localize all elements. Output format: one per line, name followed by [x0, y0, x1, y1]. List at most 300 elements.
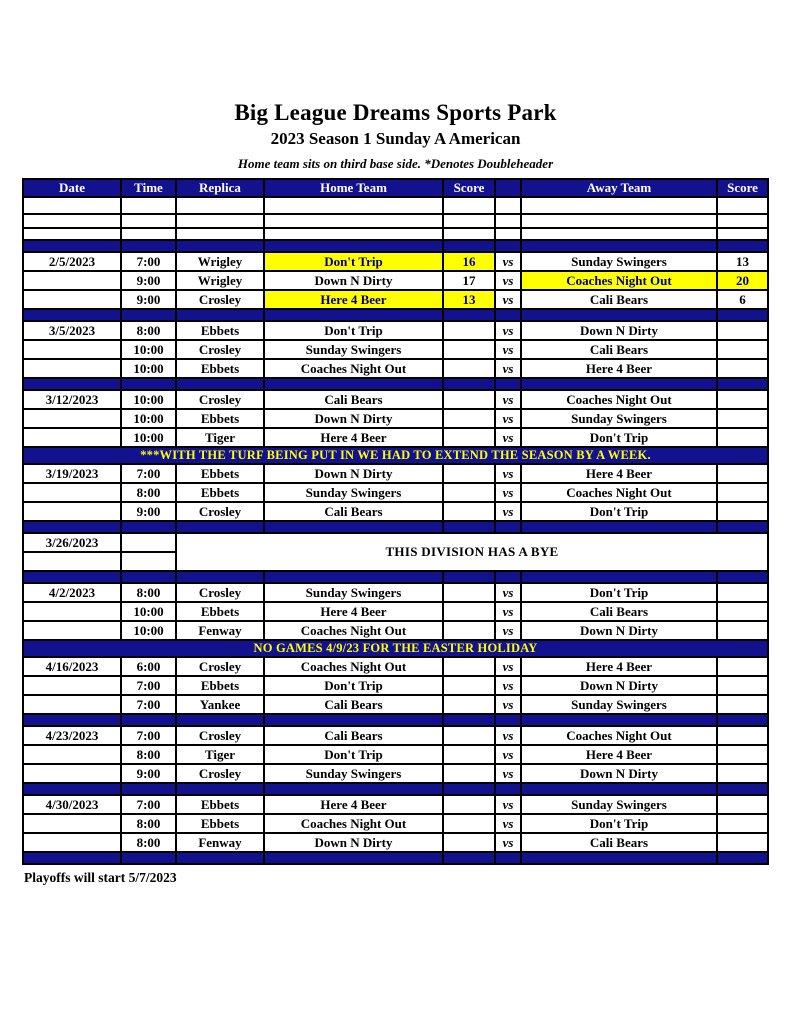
separator-cell — [717, 378, 768, 390]
home-score-cell: 17 — [443, 271, 495, 290]
time-cell: 9:00 — [121, 271, 176, 290]
home-score-cell — [443, 764, 495, 783]
away-team-cell: Here 4 Beer — [521, 657, 717, 676]
bye-row — [23, 533, 768, 552]
replica-cell: Ebbets — [176, 814, 264, 833]
away-score-cell — [717, 502, 768, 521]
separator-cell — [495, 571, 521, 583]
separator-cell — [23, 309, 121, 321]
vs-cell: vs — [495, 428, 521, 447]
empty-cell — [121, 214, 176, 228]
date-cell — [23, 502, 121, 521]
game-row — [23, 428, 768, 447]
away-score-cell — [717, 814, 768, 833]
time-cell: 9:00 — [121, 764, 176, 783]
separator-cell — [264, 240, 443, 252]
away-team-cell: Don't Trip — [521, 814, 717, 833]
separator-cell — [443, 714, 495, 726]
replica-cell: Yankee — [176, 695, 264, 714]
game-row — [23, 745, 768, 764]
empty-cell — [264, 197, 443, 214]
vs-cell: vs — [495, 745, 521, 764]
replica-cell: Ebbets — [176, 464, 264, 483]
away-team-cell: Here 4 Beer — [521, 464, 717, 483]
away-team-cell: Cali Bears — [521, 833, 717, 852]
empty-cell — [443, 197, 495, 214]
separator-cell — [264, 571, 443, 583]
time-cell: 7:00 — [121, 726, 176, 745]
game-row — [23, 583, 768, 602]
notice-row — [23, 447, 768, 464]
separator-cell — [521, 378, 717, 390]
game-row — [23, 795, 768, 814]
away-team-cell: Down N Dirty — [521, 676, 717, 695]
separator-cell — [443, 852, 495, 864]
home-score-cell — [443, 602, 495, 621]
empty-cell — [176, 197, 264, 214]
replica-cell: Crosley — [176, 726, 264, 745]
away-score-cell — [717, 359, 768, 378]
bye-text: THIS DIVISION HAS A BYE — [176, 533, 768, 571]
vs-cell: vs — [495, 252, 521, 271]
date-cell — [23, 340, 121, 359]
vs-cell: vs — [495, 321, 521, 340]
away-team-cell: Down N Dirty — [521, 621, 717, 640]
home-team-cell: Coaches Night Out — [264, 621, 443, 640]
notice-text: ***WITH THE TURF BEING PUT IN WE HAD TO EXTEND THE SEASON BY A WEEK. — [23, 447, 768, 464]
separator-cell — [443, 571, 495, 583]
separator-row — [23, 240, 768, 252]
home-team-cell: Sunday Swingers — [264, 483, 443, 502]
replica-cell: Crosley — [176, 502, 264, 521]
date-cell — [23, 676, 121, 695]
notice-text: NO GAMES 4/9/23 FOR THE EASTER HOLIDAY — [23, 640, 768, 657]
away-score-cell — [717, 726, 768, 745]
separator-cell — [443, 309, 495, 321]
separator-cell — [121, 783, 176, 795]
replica-cell: Crosley — [176, 290, 264, 309]
replica-cell: Ebbets — [176, 359, 264, 378]
separator-cell — [176, 783, 264, 795]
page-subtitle: 2023 Season 1 Sunday A American — [270, 129, 521, 148]
date-cell — [23, 764, 121, 783]
home-score-cell — [443, 726, 495, 745]
replica-cell: Ebbets — [176, 409, 264, 428]
away-score-cell: 6 — [717, 290, 768, 309]
home-score-cell — [443, 340, 495, 359]
time-cell: 10:00 — [121, 390, 176, 409]
game-row — [23, 483, 768, 502]
separator-cell — [443, 783, 495, 795]
date-cell: 4/2/2023 — [23, 583, 121, 602]
home-score-cell — [443, 359, 495, 378]
vs-cell: vs — [495, 764, 521, 783]
vs-cell: vs — [495, 676, 521, 695]
separator-cell — [176, 521, 264, 533]
home-score-cell — [443, 428, 495, 447]
empty-row — [23, 228, 768, 240]
game-row — [23, 321, 768, 340]
home-team-cell: Don't Trip — [264, 745, 443, 764]
date-cell — [23, 621, 121, 640]
away-team-cell: Cali Bears — [521, 290, 717, 309]
home-team-cell: Don't Trip — [264, 321, 443, 340]
separator-cell — [264, 309, 443, 321]
separator-cell — [23, 378, 121, 390]
date-cell: 4/23/2023 — [23, 726, 121, 745]
vs-cell: vs — [495, 795, 521, 814]
game-row — [23, 621, 768, 640]
separator-cell — [495, 309, 521, 321]
separator-cell — [264, 378, 443, 390]
empty-row — [23, 214, 768, 228]
home-score-cell — [443, 814, 495, 833]
vs-cell: vs — [495, 290, 521, 309]
date-cell: 3/19/2023 — [23, 464, 121, 483]
vs-cell: vs — [495, 833, 521, 852]
away-team-cell: Sunday Swingers — [521, 252, 717, 271]
home-team-cell: Coaches Night Out — [264, 359, 443, 378]
away-team-cell: Don't Trip — [521, 583, 717, 602]
separator-row — [23, 309, 768, 321]
time-cell: 7:00 — [121, 676, 176, 695]
time-cell: 6:00 — [121, 657, 176, 676]
date-cell: 2/5/2023 — [23, 252, 121, 271]
page-title: Big League Dreams Sports Park — [234, 100, 557, 125]
separator-cell — [521, 783, 717, 795]
time-cell: 10:00 — [121, 359, 176, 378]
empty-cell — [521, 228, 717, 240]
replica-cell: Ebbets — [176, 602, 264, 621]
home-score-cell — [443, 502, 495, 521]
away-score-cell — [717, 409, 768, 428]
away-score-cell — [717, 833, 768, 852]
empty-cell — [443, 214, 495, 228]
vs-cell: vs — [495, 271, 521, 290]
time-cell: 10:00 — [121, 602, 176, 621]
away-team-cell: Here 4 Beer — [521, 359, 717, 378]
home-score-cell — [443, 464, 495, 483]
date-cell — [23, 290, 121, 309]
schedule-body — [23, 197, 768, 864]
date-cell — [23, 814, 121, 833]
separator-cell — [443, 378, 495, 390]
date-cell — [23, 745, 121, 764]
time-cell: 7:00 — [121, 252, 176, 271]
header-away-score: Score — [717, 179, 768, 197]
separator-cell — [495, 714, 521, 726]
separator-cell — [121, 714, 176, 726]
separator-cell — [443, 240, 495, 252]
separator-cell — [521, 571, 717, 583]
home-team-cell: Don't Trip — [264, 676, 443, 695]
separator-row — [23, 852, 768, 864]
date-cell: 3/12/2023 — [23, 390, 121, 409]
home-team-cell: Coaches Night Out — [264, 657, 443, 676]
replica-cell: Ebbets — [176, 676, 264, 695]
home-team-cell: Here 4 Beer — [264, 795, 443, 814]
vs-cell: vs — [495, 359, 521, 378]
time-cell: 9:00 — [121, 290, 176, 309]
game-row — [23, 602, 768, 621]
separator-cell — [121, 240, 176, 252]
home-team-cell: Sunday Swingers — [264, 764, 443, 783]
separator-cell — [443, 521, 495, 533]
separator-row — [23, 783, 768, 795]
replica-cell: Wrigley — [176, 252, 264, 271]
separator-cell — [521, 309, 717, 321]
away-team-cell: Down N Dirty — [521, 764, 717, 783]
game-row — [23, 726, 768, 745]
date-cell — [23, 428, 121, 447]
separator-cell — [717, 783, 768, 795]
home-team-cell: Cali Bears — [264, 695, 443, 714]
vs-cell: vs — [495, 464, 521, 483]
away-score-cell — [717, 657, 768, 676]
separator-cell — [717, 309, 768, 321]
replica-cell: Crosley — [176, 657, 264, 676]
header-away-team: Away Team — [521, 179, 717, 197]
separator-cell — [23, 571, 121, 583]
home-score-cell — [443, 695, 495, 714]
away-team-cell: Coaches Night Out — [521, 390, 717, 409]
vs-cell: vs — [495, 657, 521, 676]
home-team-cell: Sunday Swingers — [264, 583, 443, 602]
game-row — [23, 657, 768, 676]
away-team-cell: Here 4 Beer — [521, 745, 717, 764]
home-team-cell: Don't Trip — [264, 252, 443, 271]
vs-cell: vs — [495, 483, 521, 502]
separator-cell — [121, 571, 176, 583]
separator-cell — [121, 309, 176, 321]
home-team-cell: Cali Bears — [264, 390, 443, 409]
away-score-cell — [717, 695, 768, 714]
home-team-cell: Coaches Night Out — [264, 814, 443, 833]
empty-cell — [121, 228, 176, 240]
separator-cell — [121, 378, 176, 390]
game-row — [23, 290, 768, 309]
date-cell — [23, 359, 121, 378]
replica-cell: Tiger — [176, 428, 264, 447]
away-score-cell: 13 — [717, 252, 768, 271]
replica-cell: Wrigley — [176, 271, 264, 290]
away-team-cell: Cali Bears — [521, 340, 717, 359]
empty-cell — [264, 228, 443, 240]
home-score-cell — [443, 321, 495, 340]
home-team-cell: Down N Dirty — [264, 409, 443, 428]
replica-cell: Crosley — [176, 764, 264, 783]
game-row — [23, 252, 768, 271]
away-score-cell — [717, 390, 768, 409]
separator-cell — [23, 783, 121, 795]
separator-cell — [176, 852, 264, 864]
home-score-cell — [443, 795, 495, 814]
time-cell: 10:00 — [121, 340, 176, 359]
replica-cell: Fenway — [176, 621, 264, 640]
away-team-cell: Sunday Swingers — [521, 695, 717, 714]
vs-cell: vs — [495, 502, 521, 521]
home-team-cell: Down N Dirty — [264, 271, 443, 290]
game-row — [23, 464, 768, 483]
date-cell — [23, 271, 121, 290]
away-score-cell — [717, 340, 768, 359]
separator-cell — [717, 714, 768, 726]
replica-cell: Ebbets — [176, 483, 264, 502]
time-cell: 8:00 — [121, 583, 176, 602]
separator-cell — [495, 378, 521, 390]
time-cell: 8:00 — [121, 833, 176, 852]
vs-cell: vs — [495, 409, 521, 428]
away-score-cell — [717, 321, 768, 340]
home-score-cell — [443, 390, 495, 409]
home-score-cell — [443, 621, 495, 640]
away-team-cell: Don't Trip — [521, 502, 717, 521]
home-team-cell: Cali Bears — [264, 726, 443, 745]
game-row — [23, 695, 768, 714]
home-score-cell — [443, 745, 495, 764]
away-team-cell: Cali Bears — [521, 602, 717, 621]
away-score-cell: 20 — [717, 271, 768, 290]
away-score-cell — [717, 764, 768, 783]
replica-cell: Crosley — [176, 340, 264, 359]
separator-row — [23, 521, 768, 533]
replica-cell: Fenway — [176, 833, 264, 852]
date-cell: 4/16/2023 — [23, 657, 121, 676]
home-score-cell — [443, 657, 495, 676]
empty-cell — [23, 228, 121, 240]
separator-cell — [521, 240, 717, 252]
home-score-cell — [443, 833, 495, 852]
empty-cell — [521, 197, 717, 214]
separator-cell — [521, 521, 717, 533]
game-row — [23, 359, 768, 378]
vs-cell: vs — [495, 390, 521, 409]
home-team-cell: Here 4 Beer — [264, 602, 443, 621]
separator-cell — [176, 378, 264, 390]
game-row — [23, 833, 768, 852]
separator-cell — [521, 852, 717, 864]
separator-cell — [495, 521, 521, 533]
game-row — [23, 340, 768, 359]
table-header-row — [23, 179, 768, 197]
time-cell: 9:00 — [121, 502, 176, 521]
date-cell — [23, 483, 121, 502]
vs-cell: vs — [495, 695, 521, 714]
away-score-cell — [717, 745, 768, 764]
home-score-cell — [443, 483, 495, 502]
separator-cell — [176, 309, 264, 321]
vs-cell: vs — [495, 814, 521, 833]
empty-cell — [264, 214, 443, 228]
away-team-cell: Coaches Night Out — [521, 726, 717, 745]
time-cell: 8:00 — [121, 814, 176, 833]
time-cell: 10:00 — [121, 409, 176, 428]
away-score-cell — [717, 602, 768, 621]
separator-cell — [176, 240, 264, 252]
date-cell: 4/30/2023 — [23, 795, 121, 814]
separator-cell — [717, 240, 768, 252]
empty-cell — [23, 197, 121, 214]
empty-cell — [717, 228, 768, 240]
separator-cell — [264, 852, 443, 864]
game-row — [23, 390, 768, 409]
away-score-cell — [717, 795, 768, 814]
separator-row — [23, 571, 768, 583]
away-team-cell: Coaches Night Out — [521, 271, 717, 290]
away-team-cell: Down N Dirty — [521, 321, 717, 340]
game-row — [23, 271, 768, 290]
date-cell — [23, 552, 121, 571]
empty-cell — [717, 214, 768, 228]
away-team-cell: Don't Trip — [521, 428, 717, 447]
home-team-cell: Cali Bears — [264, 502, 443, 521]
separator-cell — [495, 852, 521, 864]
separator-cell — [23, 852, 121, 864]
away-team-cell: Sunday Swingers — [521, 795, 717, 814]
away-score-cell — [717, 676, 768, 695]
separator-cell — [23, 521, 121, 533]
replica-cell: Ebbets — [176, 795, 264, 814]
empty-cell — [121, 197, 176, 214]
separator-cell — [176, 571, 264, 583]
date-cell — [23, 602, 121, 621]
separator-cell — [264, 783, 443, 795]
separator-cell — [176, 714, 264, 726]
header-home-team: Home Team — [264, 179, 443, 197]
home-team-cell: Down N Dirty — [264, 833, 443, 852]
separator-cell — [121, 852, 176, 864]
separator-cell — [121, 521, 176, 533]
game-row — [23, 502, 768, 521]
game-row — [23, 814, 768, 833]
separator-cell — [717, 852, 768, 864]
separator-cell — [23, 714, 121, 726]
date-cell: 3/26/2023 — [23, 533, 121, 552]
home-score-cell — [443, 409, 495, 428]
replica-cell: Crosley — [176, 583, 264, 602]
time-cell — [121, 552, 176, 571]
separator-cell — [264, 714, 443, 726]
schedule-note: Home team sits on third base side. *Denotes Doubleheader — [237, 156, 554, 171]
separator-row — [23, 714, 768, 726]
empty-cell — [495, 197, 521, 214]
separator-cell — [521, 714, 717, 726]
vs-cell: vs — [495, 726, 521, 745]
replica-cell: Tiger — [176, 745, 264, 764]
schedule-table — [22, 178, 769, 865]
header-vs-spacer — [495, 179, 521, 197]
empty-cell — [176, 214, 264, 228]
header-date: Date — [23, 179, 121, 197]
away-score-cell — [717, 464, 768, 483]
home-score-cell — [443, 676, 495, 695]
time-cell: 10:00 — [121, 428, 176, 447]
separator-cell — [495, 783, 521, 795]
empty-cell — [495, 214, 521, 228]
away-score-cell — [717, 621, 768, 640]
replica-cell: Ebbets — [176, 321, 264, 340]
replica-cell: Crosley — [176, 390, 264, 409]
game-row — [23, 676, 768, 695]
away-score-cell — [717, 483, 768, 502]
empty-cell — [176, 228, 264, 240]
vs-cell: vs — [495, 340, 521, 359]
home-team-cell: Down N Dirty — [264, 464, 443, 483]
date-cell — [23, 695, 121, 714]
vs-cell: vs — [495, 583, 521, 602]
header-time: Time — [121, 179, 176, 197]
empty-cell — [521, 214, 717, 228]
